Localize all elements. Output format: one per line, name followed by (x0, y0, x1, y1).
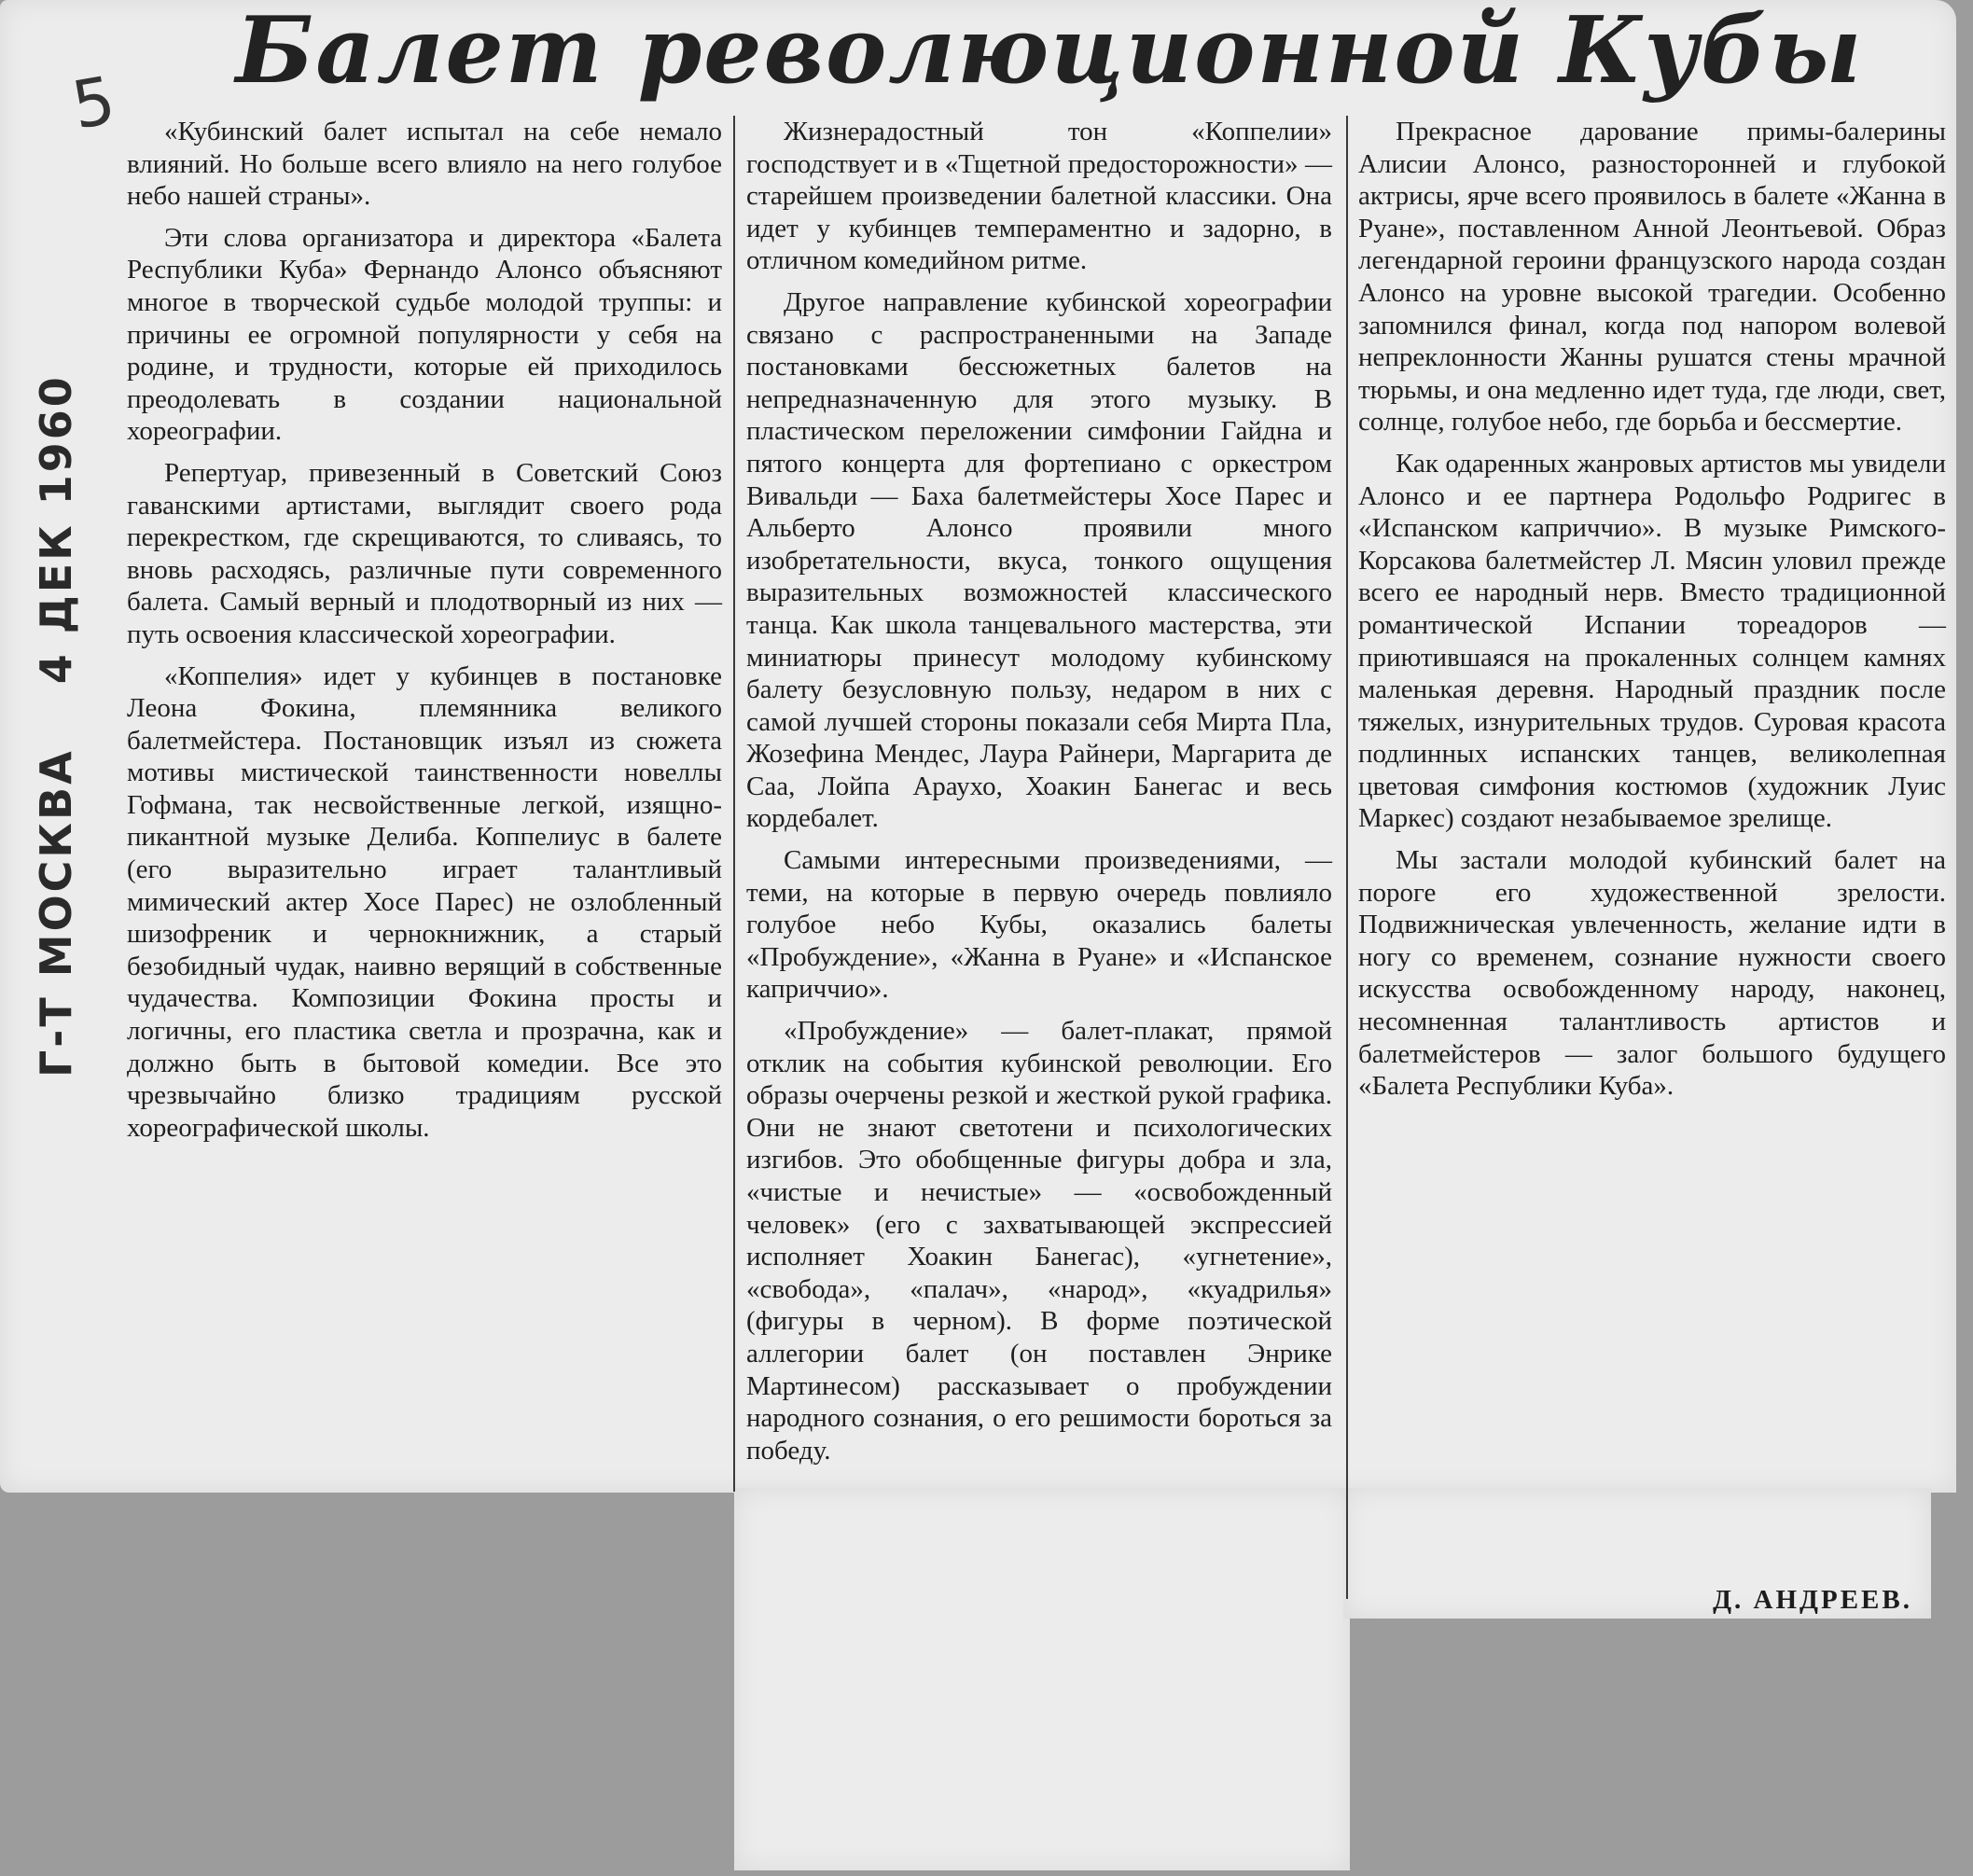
paragraph: Другое направление кубинской хореографии связано с распространенными на Западе постановками бессюжетных балетов на непредназначенную для этого музыку. В пластическом переложении симфонии Гайдна и пятого концерта для фортепиано с оркестром Вивальди — Баха балетмейстеры Хосе Парес и Альберто Алонсо проявили много изобретательности, вкуса, тонкого ощущения выразительных возможностей классического танца. Как школа танцевального мастерства, эти миниатюры принесут молодому кубинскому балету безусловную пользу, недаром в них с самой лучшей стороны показали себя Мирта Пла, Жозефина Мендес, Лаура Райнери, Маргарита де Саа, Лойпа Араухо, Хоакин Банегас и весь кордебалет. (746, 286, 1332, 834)
article-column-2 (746, 116, 1332, 1476)
clipping-paper-middle-tail (734, 1488, 1350, 1870)
paragraph: Как одаренных жанровых артистов мы увидели Алонсо и ее партнера Родольфо Родригес в «Испанском каприччио». В музыке Римского-Корсакова балетмейстер Л. Мясин уловил прежде всего ее народный нерв. Вместо традиционной романтической Испании тореадоров — приютившаяся на прокаленных солнцем камнях маленькая деревня. Народный праздник после тяжелых, изнурительных трудов. Суровая красота подлинных испанских танцев, великолепная цветовая симфония костюмов (художник Луис Маркес) создают незабываемое зрелище. (1358, 448, 1946, 834)
paragraph: Жизнерадостный тон «Коппелии» господствует и в «Тщетной предосторожности» — старейшем произведении балетной классики. Она идет у кубинцев темпераментно и задорно, в отличном комедийном ритме. (746, 117, 1332, 276)
stamp-city: МОСКВА (31, 748, 81, 978)
column-divider (733, 116, 735, 1492)
paragraph: Репертуар, привезенный в Советский Союз гаванскими артистами, выглядит своего рода перекрестком, где скрещиваются, то сливаясь, то вновь расходясь, различные пути современного балета. Самый верный и плодотворный из них — путь освоения классической хореографии. (127, 457, 722, 649)
stamp-date: 4 ДЕК 1960 (31, 374, 81, 685)
paragraph: «Коппелия» идет у кубинцев в постановке Леона Фокина, племянника великого балетмейстера. Постановщик изъял из сюжета мотивы мистической таинственности новеллы Гофмана, так несвойственные легкой, изящно-пикантной музыке Делиба. Коппелиус в балете (его выразительно играет талантливый мимический актер Хосе Парес) не озлобленный шизофреник и чернокнижник, а старый безобидный чудак, наивно верящий в собственные чудачества. Композиции Фокина просты и логичны, его пластика светла и прозрачна, как и должно быть в бытовой комедии. Все это чрезвычайно близко традициям русской хореографической школы. (127, 660, 722, 1143)
article-column-1 (127, 116, 722, 1153)
article-column-3 (1358, 116, 1946, 1112)
paragraph: Мы застали молодой кубинский балет на пороге его художественной зрелости. Подвижническая увлеченность, желание идти в ногу со временем, сознание нужности своего искусства освобожденному народу, наконец, несомненная талантливость артистов и балетмейстеров — залог большого будущего «Балета Республики Куба». (1358, 845, 1946, 1102)
column-divider (1346, 116, 1348, 1599)
article-headline: Балет революционной Кубы (235, 0, 1864, 104)
author-signature: Д. АНДРЕЕВ. (1713, 1585, 1912, 1615)
paragraph: «Пробуждение» — балет-плакат, прямой отклик на события кубинской революции. Его образы очерчены резкой и жесткой рукой графика. Они не знают светотени и психологических изгибов. Это обобщенные фигуры добра и зла, «чистые и нечистые» — «освобожденный человек» (его с захватывающей экспрессией исполняет Хоакин Банегас), «угнетение», «свобода», «палач», «народ», «куадрилья» (фигуры в черном). В форме поэтической аллегории балет (он поставлен Энрике Мартинесом) рассказывает о пробуждении народного сознания, о его решимости бороться за победу. (746, 1016, 1332, 1466)
paragraph: «Кубинский балет испытал на себе немало влияний. Но больше всего влияло на него голубое небо нашей страны». (127, 117, 722, 212)
paragraph: Самыми интересными произведениями, — теми, на которые в первую очередь повлияло голубое небо Кубы, оказались балеты «Пробуждение», «Жанна в Руане» и «Испанское каприччио». (746, 845, 1332, 1005)
handwritten-page-number: 5 (66, 62, 121, 145)
paragraph: Эти слова организатора и директора «Балета Республики Куба» Фернандо Алонсо объясняют многое в творческой судьбе молодой труппы: и причины ее огромной популярности у себя на родине, и трудности, которые ей приходилось преодолевать в создании национальной хореографии. (127, 222, 722, 447)
paragraph: Прекрасное дарование примы-балерины Алисии Алонсо, разносторонней и глубокой актрисы, ярче всего проявилось в балете «Жанна в Руане», поставленном Анной Леонтьевой. Образ легендарной героини французского народа создан Алонсо на уровне высокой трагедии. Особенно запомнился финал, когда под напором волевой непреклонности Жанны рушатся стены мрачной тюрьмы, и она медленно идет туда, где люди, свет, солнце, голубое небо, где борьба и бессмертие. (1358, 117, 1946, 438)
archive-stamp (23, 374, 89, 1077)
stamp-city-letters: Г-Т (31, 994, 81, 1077)
